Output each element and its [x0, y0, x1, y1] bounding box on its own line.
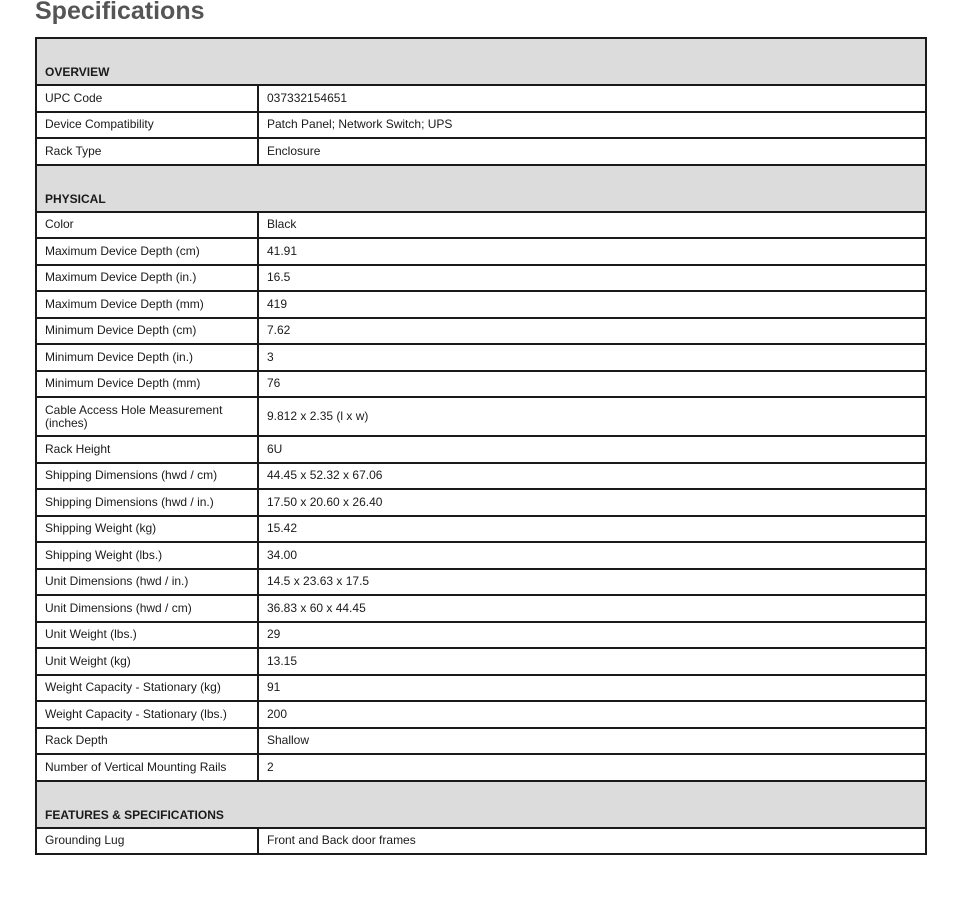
table-row [36, 238, 926, 265]
table-row [36, 397, 926, 436]
spec-label: Shipping Dimensions (hwd / cm) [36, 463, 258, 490]
spec-value: 44.45 x 52.32 x 67.06 [258, 463, 926, 490]
spec-label: Rack Type [36, 138, 258, 165]
spec-label: Unit Weight (kg) [36, 648, 258, 675]
spec-label: Maximum Device Depth (mm) [36, 291, 258, 318]
spec-label: Shipping Dimensions (hwd / in.) [36, 489, 258, 516]
spec-label: Weight Capacity - Stationary (lbs.) [36, 701, 258, 728]
spec-value: 41.91 [258, 238, 926, 265]
table-row [36, 265, 926, 292]
spec-value: Front and Back door frames [258, 828, 926, 855]
spec-value: 13.15 [258, 648, 926, 675]
spec-label: Number of Vertical Mounting Rails [36, 754, 258, 781]
spec-value: Enclosure [258, 138, 926, 165]
table-row [36, 754, 926, 781]
section-heading: FEATURES & SPECIFICATIONS [36, 781, 926, 828]
table-row [36, 675, 926, 702]
spec-label: UPC Code [36, 85, 258, 112]
spec-label: Minimum Device Depth (in.) [36, 344, 258, 371]
table-row [36, 542, 926, 569]
spec-label: Unit Dimensions (hwd / in.) [36, 569, 258, 596]
table-row [36, 138, 926, 165]
spec-value: 91 [258, 675, 926, 702]
spec-label: Color [36, 212, 258, 239]
table-row [36, 828, 926, 855]
spec-value: 2 [258, 754, 926, 781]
spec-label: Minimum Device Depth (cm) [36, 318, 258, 345]
spec-label: Shipping Weight (lbs.) [36, 542, 258, 569]
spec-label: Device Compatibility [36, 112, 258, 139]
spec-value: 3 [258, 344, 926, 371]
spec-value: 29 [258, 622, 926, 649]
table-row [36, 569, 926, 596]
table-row [36, 112, 926, 139]
spec-value: 76 [258, 371, 926, 398]
table-row [36, 595, 926, 622]
spec-label: Rack Depth [36, 728, 258, 755]
table-row [36, 344, 926, 371]
table-row [36, 622, 926, 649]
spec-value: Patch Panel; Network Switch; UPS [258, 112, 926, 139]
spec-value: 419 [258, 291, 926, 318]
table-row [36, 728, 926, 755]
spec-value: 200 [258, 701, 926, 728]
table-row [36, 291, 926, 318]
spec-label: Rack Height [36, 436, 258, 463]
spec-label: Unit Dimensions (hwd / cm) [36, 595, 258, 622]
spec-value: 17.50 x 20.60 x 26.40 [258, 489, 926, 516]
table-row [36, 371, 926, 398]
page-title: Specifications [35, 0, 205, 25]
section-header-overview [36, 38, 926, 85]
spec-value: 36.83 x 60 x 44.45 [258, 595, 926, 622]
spec-label: Maximum Device Depth (cm) [36, 238, 258, 265]
table-row [36, 318, 926, 345]
section-heading: OVERVIEW [36, 38, 926, 85]
spec-value: 9.812 x 2.35 (l x w) [258, 397, 926, 436]
spec-label: Grounding Lug [36, 828, 258, 855]
table-row [36, 85, 926, 112]
table-row [36, 516, 926, 543]
spec-value: Black [258, 212, 926, 239]
table-row [36, 648, 926, 675]
table-row [36, 212, 926, 239]
spec-label: Cable Access Hole Measurement (inches) [36, 397, 258, 436]
spec-value: 15.42 [258, 516, 926, 543]
spec-value: 34.00 [258, 542, 926, 569]
section-header-physical [36, 165, 926, 212]
section-heading: PHYSICAL [36, 165, 926, 212]
spec-label: Maximum Device Depth (in.) [36, 265, 258, 292]
spec-value: Shallow [258, 728, 926, 755]
spec-value: 6U [258, 436, 926, 463]
spec-label: Shipping Weight (kg) [36, 516, 258, 543]
specifications-table [35, 37, 927, 855]
table-row [36, 701, 926, 728]
spec-value: 7.62 [258, 318, 926, 345]
spec-value: 16.5 [258, 265, 926, 292]
table-row [36, 463, 926, 490]
table-row [36, 489, 926, 516]
spec-label: Weight Capacity - Stationary (kg) [36, 675, 258, 702]
section-header-features [36, 781, 926, 828]
table-row [36, 436, 926, 463]
spec-value: 037332154651 [258, 85, 926, 112]
spec-label: Unit Weight (lbs.) [36, 622, 258, 649]
spec-value: 14.5 x 23.63 x 17.5 [258, 569, 926, 596]
spec-label: Minimum Device Depth (mm) [36, 371, 258, 398]
